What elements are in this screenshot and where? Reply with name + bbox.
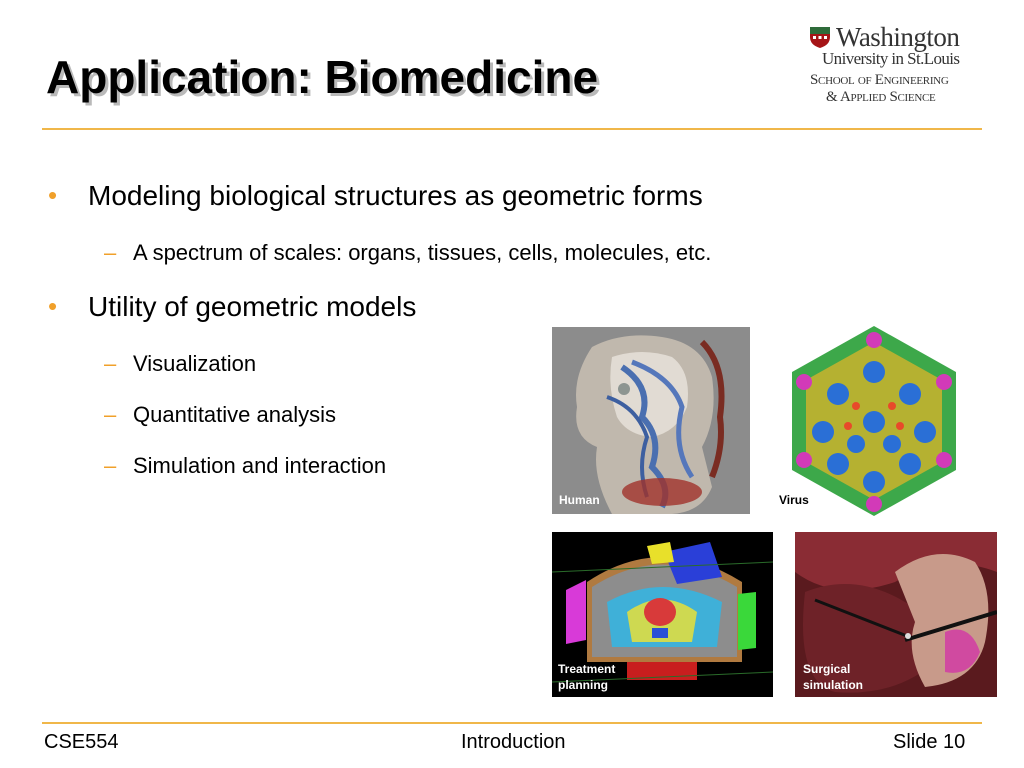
treatment-caption — [558, 661, 615, 693]
treatment-caption-line1: Treatment — [558, 662, 616, 676]
university-shield-icon — [808, 25, 832, 49]
university-logo — [808, 24, 984, 106]
bullet-dot-icon: • — [48, 291, 58, 321]
sub-bullet-dash-icon: – — [104, 240, 117, 265]
sub-bullet-item — [104, 402, 336, 428]
sub-bullet-text: Quantitative analysis — [133, 402, 336, 427]
human-caption: Human — [559, 493, 600, 507]
footer-course: CSE554 — [44, 731, 119, 753]
sub-bullet-item — [104, 453, 386, 479]
logo-line-university: University in St.Louis — [822, 49, 960, 68]
footer-divider — [42, 722, 982, 724]
surgical-caption-line2: simulation — [803, 678, 864, 692]
sub-bullet-dash-icon: – — [104, 351, 117, 376]
virus-caption: Virus — [779, 493, 809, 507]
title-divider — [42, 128, 982, 130]
sub-bullet-dash-icon: – — [104, 453, 117, 478]
bullet-text: Utility of geometric models — [88, 291, 417, 322]
sub-bullet-dash-icon: – — [104, 402, 117, 427]
logo-line-washington: Washington — [836, 22, 960, 52]
treatment-caption-line2: planning — [558, 678, 608, 692]
footer-topic: Introduction — [461, 731, 566, 753]
surgical-caption-line1: Surgical — [803, 662, 851, 676]
footer-slide-number: Slide 10 — [893, 731, 966, 753]
logo-line-school: School of Engineering — [810, 72, 949, 88]
slide-title: Application: Biomedicine — [46, 51, 599, 103]
virus-image — [778, 322, 970, 520]
sub-bullet-text: A spectrum of scales: organs, tissues, cells, molecules, etc. — [133, 240, 712, 265]
bullet-item — [48, 180, 703, 212]
sub-bullet-item — [104, 351, 256, 377]
sub-bullet-text: Visualization — [133, 351, 257, 376]
logo-line-applied-science: & Applied Science — [826, 89, 936, 105]
bullet-text: Modeling biological structures as geometric forms — [88, 180, 703, 211]
surgical-caption — [803, 661, 863, 693]
bullet-dot-icon: • — [48, 180, 58, 210]
human-head-image — [552, 327, 750, 514]
sub-bullet-item — [104, 240, 711, 266]
bullet-item — [48, 291, 416, 323]
sub-bullet-text: Simulation and interaction — [133, 453, 387, 478]
